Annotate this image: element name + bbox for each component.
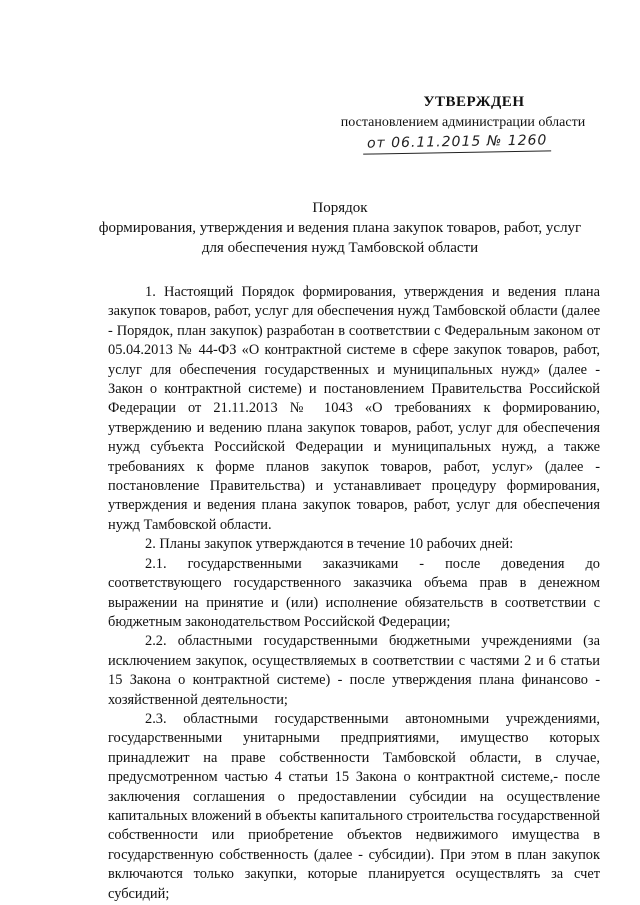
title-line-3: для обеспечения нужд Тамбовской области xyxy=(201,240,479,256)
paragraph-1: 1. Настоящий Порядок формирования, утверждения и ведения плана закупок товаров, работ, услуг для обеспечения нужд Тамбовской области (далее - Порядок, план закупок) разработан в соответствии с Федеральным законом от 05.04.2013 № 44-ФЗ «О контрактной системе в сфере закупок товаров, работ, услуг для обеспечения государственных и муниципальных нужд» (далее - Закон о контрактной системе) и постановлением Правительства Российской Федерации от 21.11.2013 № 1043 «О требованиях к формированию, утверждению и ведению плана закупок товаров, работ, услуг для обеспечения нужд субъекта Российской Федерации и муниципальных нужд, а также требованиях к форме планов закупок товаров, работ, услуг» (далее - постановление Правительства) и устанавливает процедуру формирования, утверждения и ведения плана закупок товаров, работ, услуг для обеспечения нужд Тамбовской области. xyxy=(108,284,600,533)
document-body xyxy=(108,283,600,904)
decree-reference: постановлением администрации области xyxy=(340,115,586,130)
title-line-1: Порядок xyxy=(312,200,368,216)
paragraph-2-2: 2.2. областными государственными бюджетными учреждениями (за исключением закупок, осуществляемых в соответствии с частями 2 и 6 статьи 15 Закона о контрактной системе) - после утверждения плана финансово - хозяйственной деятельности; xyxy=(108,633,600,708)
document-title xyxy=(60,198,620,258)
approved-heading: УТВЕРЖДЕН xyxy=(423,94,525,110)
handwritten-date-text: от 06.11.2015 № 1260 xyxy=(363,131,552,154)
title-line-2: формирования, утверждения и ведения плана закупок товаров, работ, услуг xyxy=(98,220,582,236)
approval-stamp-block xyxy=(318,92,608,153)
paragraph-2-1: 2.1. государственными заказчиками - после доведения до соответствующего государственного заказчика объема прав в денежном выражении на принятие и (или) исполнение обязательств в соответствии с бюджетным законодательством Российской Федерации; xyxy=(108,555,600,630)
paragraph-2-3: 2.3. областными государственными автономными учреждениями, государственными унитарными предприятиями, имущество которых принадлежит на праве собственности Тамбовской области, в случае, предусмотренном частью 4 статьи 15 Закона о контрактной системе,- после заключения соглашения о предоставлении субсидии на осуществление капитальных вложений в объекты капитального строительства государственной собственности или приобретение объектов недвижимого имущества в государственную собственность (далее - субсидии). При этом в план закупок включаются только закупки, которые планируется осуществлять за счет субсидий; xyxy=(108,710,600,902)
handwritten-date-number xyxy=(306,133,608,153)
paragraph-2: 2. Планы закупок утверждаются в течение 10 рабочих дней: xyxy=(145,536,514,553)
